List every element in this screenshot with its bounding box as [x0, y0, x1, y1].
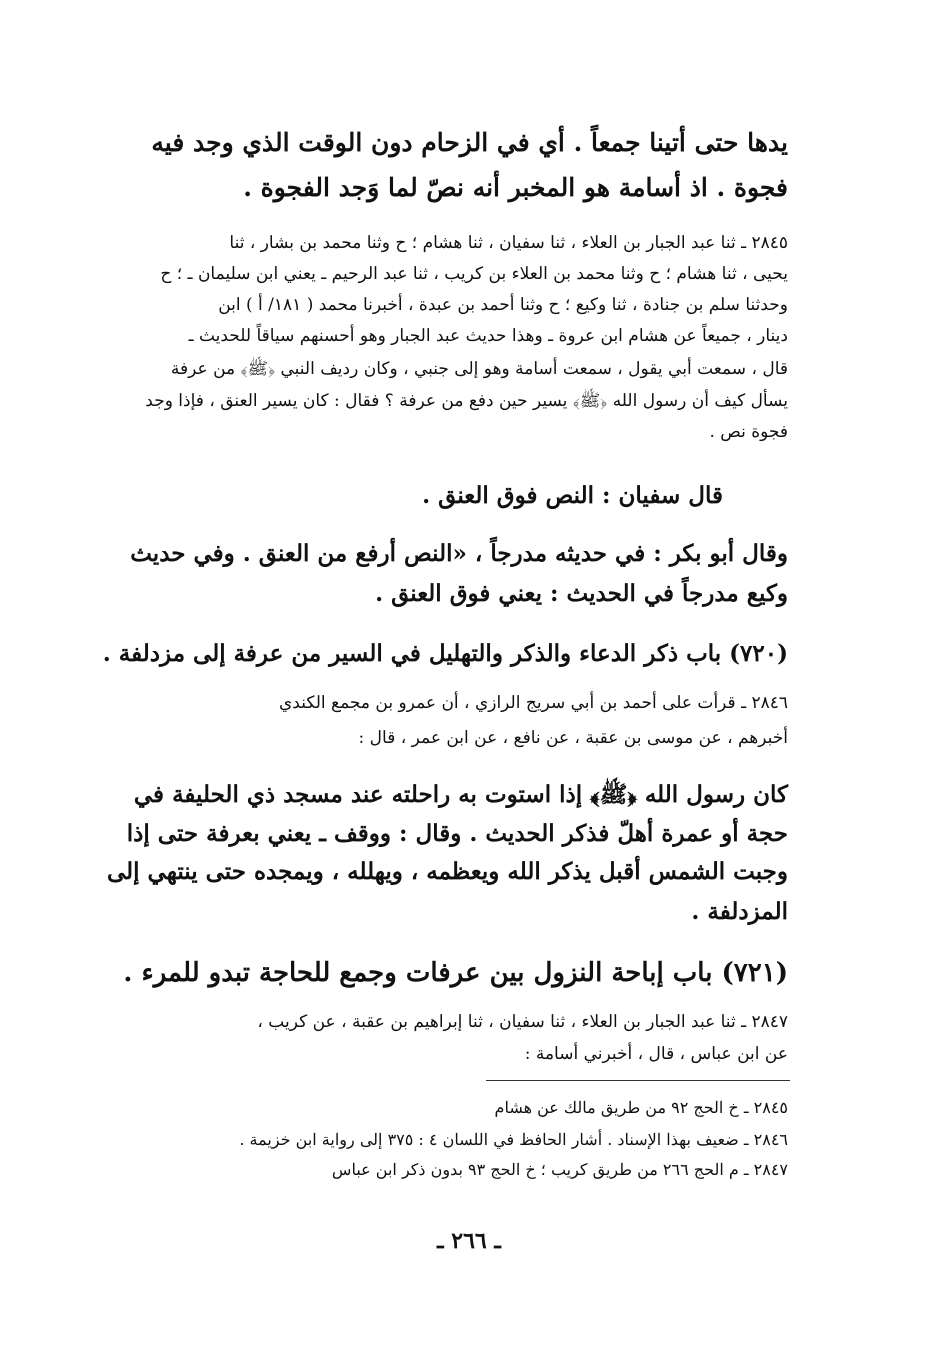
hadith-2845-line: يحيى ، ثنا هشام ؛ ح وثنا محمد بن العلاء بن كريب ، ثنا عبد الرحيم ـ يعني ابن سليمان ـ ؛ ح [160, 264, 788, 284]
hadith-2845-line: وحدثنا سلم بن جنادة ، ثنا وكيع ؛ ح وثنا أحمد بن عبدة ، أخبرنا محمد ( ١٨١/ أ ) ابن [218, 295, 788, 315]
hadith-2845-line: يسأل كيف أن رسول الله ﴿ﷺ﴾ يسير حين دفع من عرفة ؟ فقال : كان يسير العنق ، فإذا وجد [145, 391, 788, 411]
hadith-2847-line: عن ابن عباس ، قال ، أخبرني أسامة : [524, 1044, 788, 1064]
footnote: ٢٨٤٥ ـ خ الحج ٩٢ من طريق مالك عن هشام [494, 1098, 788, 1117]
sufyan-statement: قال سفيان : النص فوق العنق . [422, 482, 723, 509]
passage-line: فجوة . اذ أسامة هو المخبر أنه نصّ لما وَجد الفجوة . [243, 173, 788, 202]
hadith-2846-line: أخبرهم ، عن موسى بن عقبة ، عن نافع ، عن ابن عمر ، قال : [358, 728, 788, 748]
hadith-2846-line: ٢٨٤٦ ـ قرأت على أحمد بن أبي سريج الرازي ، أن عمرو بن مجمع الكندي [278, 693, 788, 713]
abubakr-line: وكيع مدرجاً في الحديث : يعني فوق العنق . [375, 580, 788, 607]
matn-2846-line: كان رسول الله ﴿ﷺ﴾ إذا استوت به راحلته عند مسجد ذي الحليفة في [133, 781, 788, 808]
hadith-2845-line: ٢٨٤٥ ـ ثنا عبد الجبار بن العلاء ، ثنا سفيان ، ثنا هشام ؛ ح وثنا محمد بن بشار ، ثنا [229, 233, 788, 253]
chapter-720-heading: (٧٢٠) باب ذكر الدعاء والذكر والتهليل في السير من عرفة إلى مزدلفة . [102, 640, 788, 667]
hadith-2847-line: ٢٨٤٧ ـ ثنا عبد الجبار بن العلاء ، ثنا سفيان ، ثنا إبراهيم بن عقبة ، عن كريب ، [257, 1012, 788, 1032]
footnote: ٢٨٤٦ ـ ضعيف بهذا الإسناد . أشار الحافظ في اللسان ٤ : ٣٧٥ إلى رواية ابن خزيمة . [239, 1130, 788, 1149]
hadith-2845-line: فجوة نص . [709, 422, 788, 442]
footnote: ٢٨٤٧ ـ م الحج ٢٦٦ من طريق كريب ؛ خ الحج ٩٣ بدون ذكر ابن عباس [331, 1160, 788, 1179]
hadith-2845-line: قال ، سمعت أبي يقول ، سمعت أسامة وهو إلى جنبي ، وكان رديف النبي ﴿ﷺ﴾ من عرفة [170, 359, 788, 379]
page-number: ـ ٢٦٦ ـ [437, 1228, 501, 1254]
passage-line: يدها حتى أتينا جمعاً . أي في الزحام دون الوقت الذي وجد فيه [151, 128, 788, 157]
matn-2846-line: حجة أو عمرة أهلّ فذكر الحديث . وقال : ووقف ـ يعني بعرفة حتى إذا [126, 820, 788, 847]
matn-2846-line: وجبت الشمس أقبل يذكر الله ويعظمه ، ويهلله ، ويمجده حتى ينتهي إلى [106, 858, 788, 885]
footnote-divider [486, 1080, 790, 1081]
abubakr-line: وقال أبو بكر : في حديثه مدرجاً ، «النص أرفع من العنق . وفي حديث [130, 540, 788, 567]
hadith-2845-line: دينار ، جميعاً عن هشام ابن عروة ـ وهذا حديث عبد الجبار وهو أحسنهم سياقاً للحديث ـ [188, 326, 788, 346]
matn-2846-line: المزدلفة . [691, 898, 788, 925]
chapter-721-heading: (٧٢١) باب إباحة النزول بين عرفات وجمع للحاجة تبدو للمرء . [123, 958, 788, 988]
